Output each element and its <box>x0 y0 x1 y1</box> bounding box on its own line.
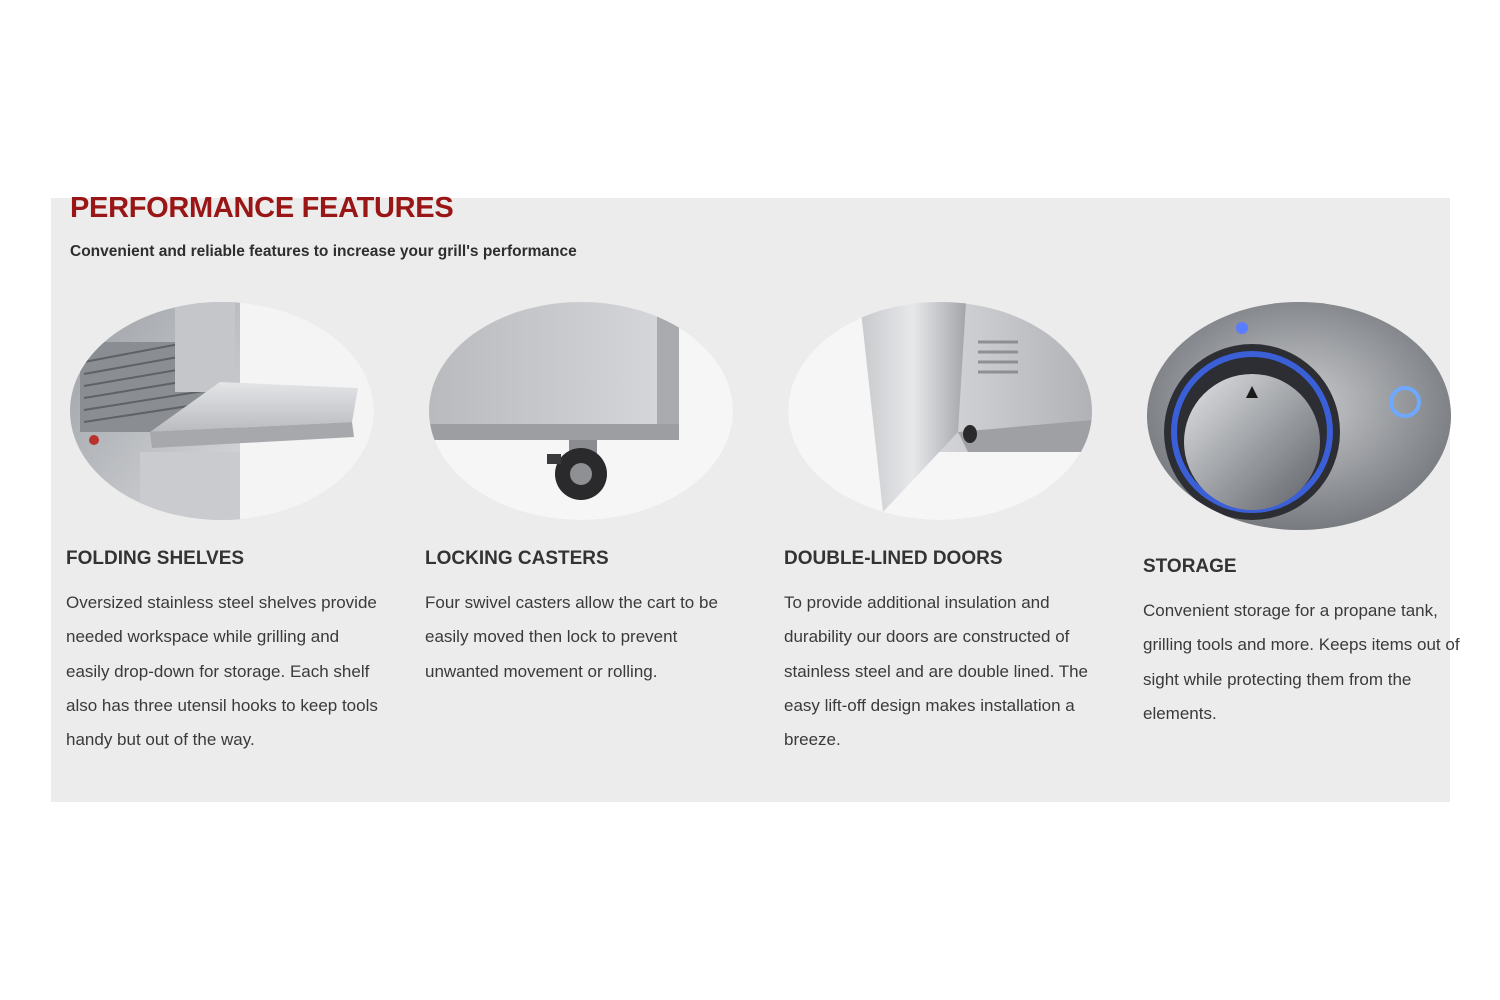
feature-double-lined-doors <box>784 302 1118 757</box>
feature-title: DOUBLE-LINED DOORS <box>784 548 1003 569</box>
feature-description: Four swivel casters allow the cart to be easily moved then lock to prevent unwanted movement or rolling. <box>425 593 718 681</box>
folding-shelf-photo <box>70 302 374 520</box>
feature-description: To provide additional insulation and durability our doors are constructed of stainless steel and are double lined. The easy lift-off design makes installation a breeze. <box>784 593 1088 750</box>
section-subtitle: Convenient and reliable features to increase your grill's performance <box>70 243 577 260</box>
double-lined-door-photo <box>788 302 1092 520</box>
feature-description: Convenient storage for a propane tank, grilling tools and more. Keeps items out of sight while protecting them from the elements. <box>1143 601 1460 723</box>
feature-locking-casters <box>425 302 759 689</box>
feature-title: LOCKING CASTERS <box>425 548 609 569</box>
feature-description: Oversized stainless steel shelves provide needed workspace while grilling and easily drop-down for storage. Each shelf also has three utensil hooks to keep tools handy but out of the way. <box>66 593 378 750</box>
control-knob-photo <box>1147 302 1451 530</box>
locking-caster-photo <box>429 302 733 520</box>
feature-title: STORAGE <box>1143 556 1237 577</box>
feature-storage <box>1143 302 1477 731</box>
feature-title: FOLDING SHELVES <box>66 548 245 569</box>
performance-features-panel <box>51 192 1460 802</box>
feature-folding-shelves <box>66 302 400 757</box>
section-title: PERFORMANCE FEATURES <box>70 192 454 224</box>
